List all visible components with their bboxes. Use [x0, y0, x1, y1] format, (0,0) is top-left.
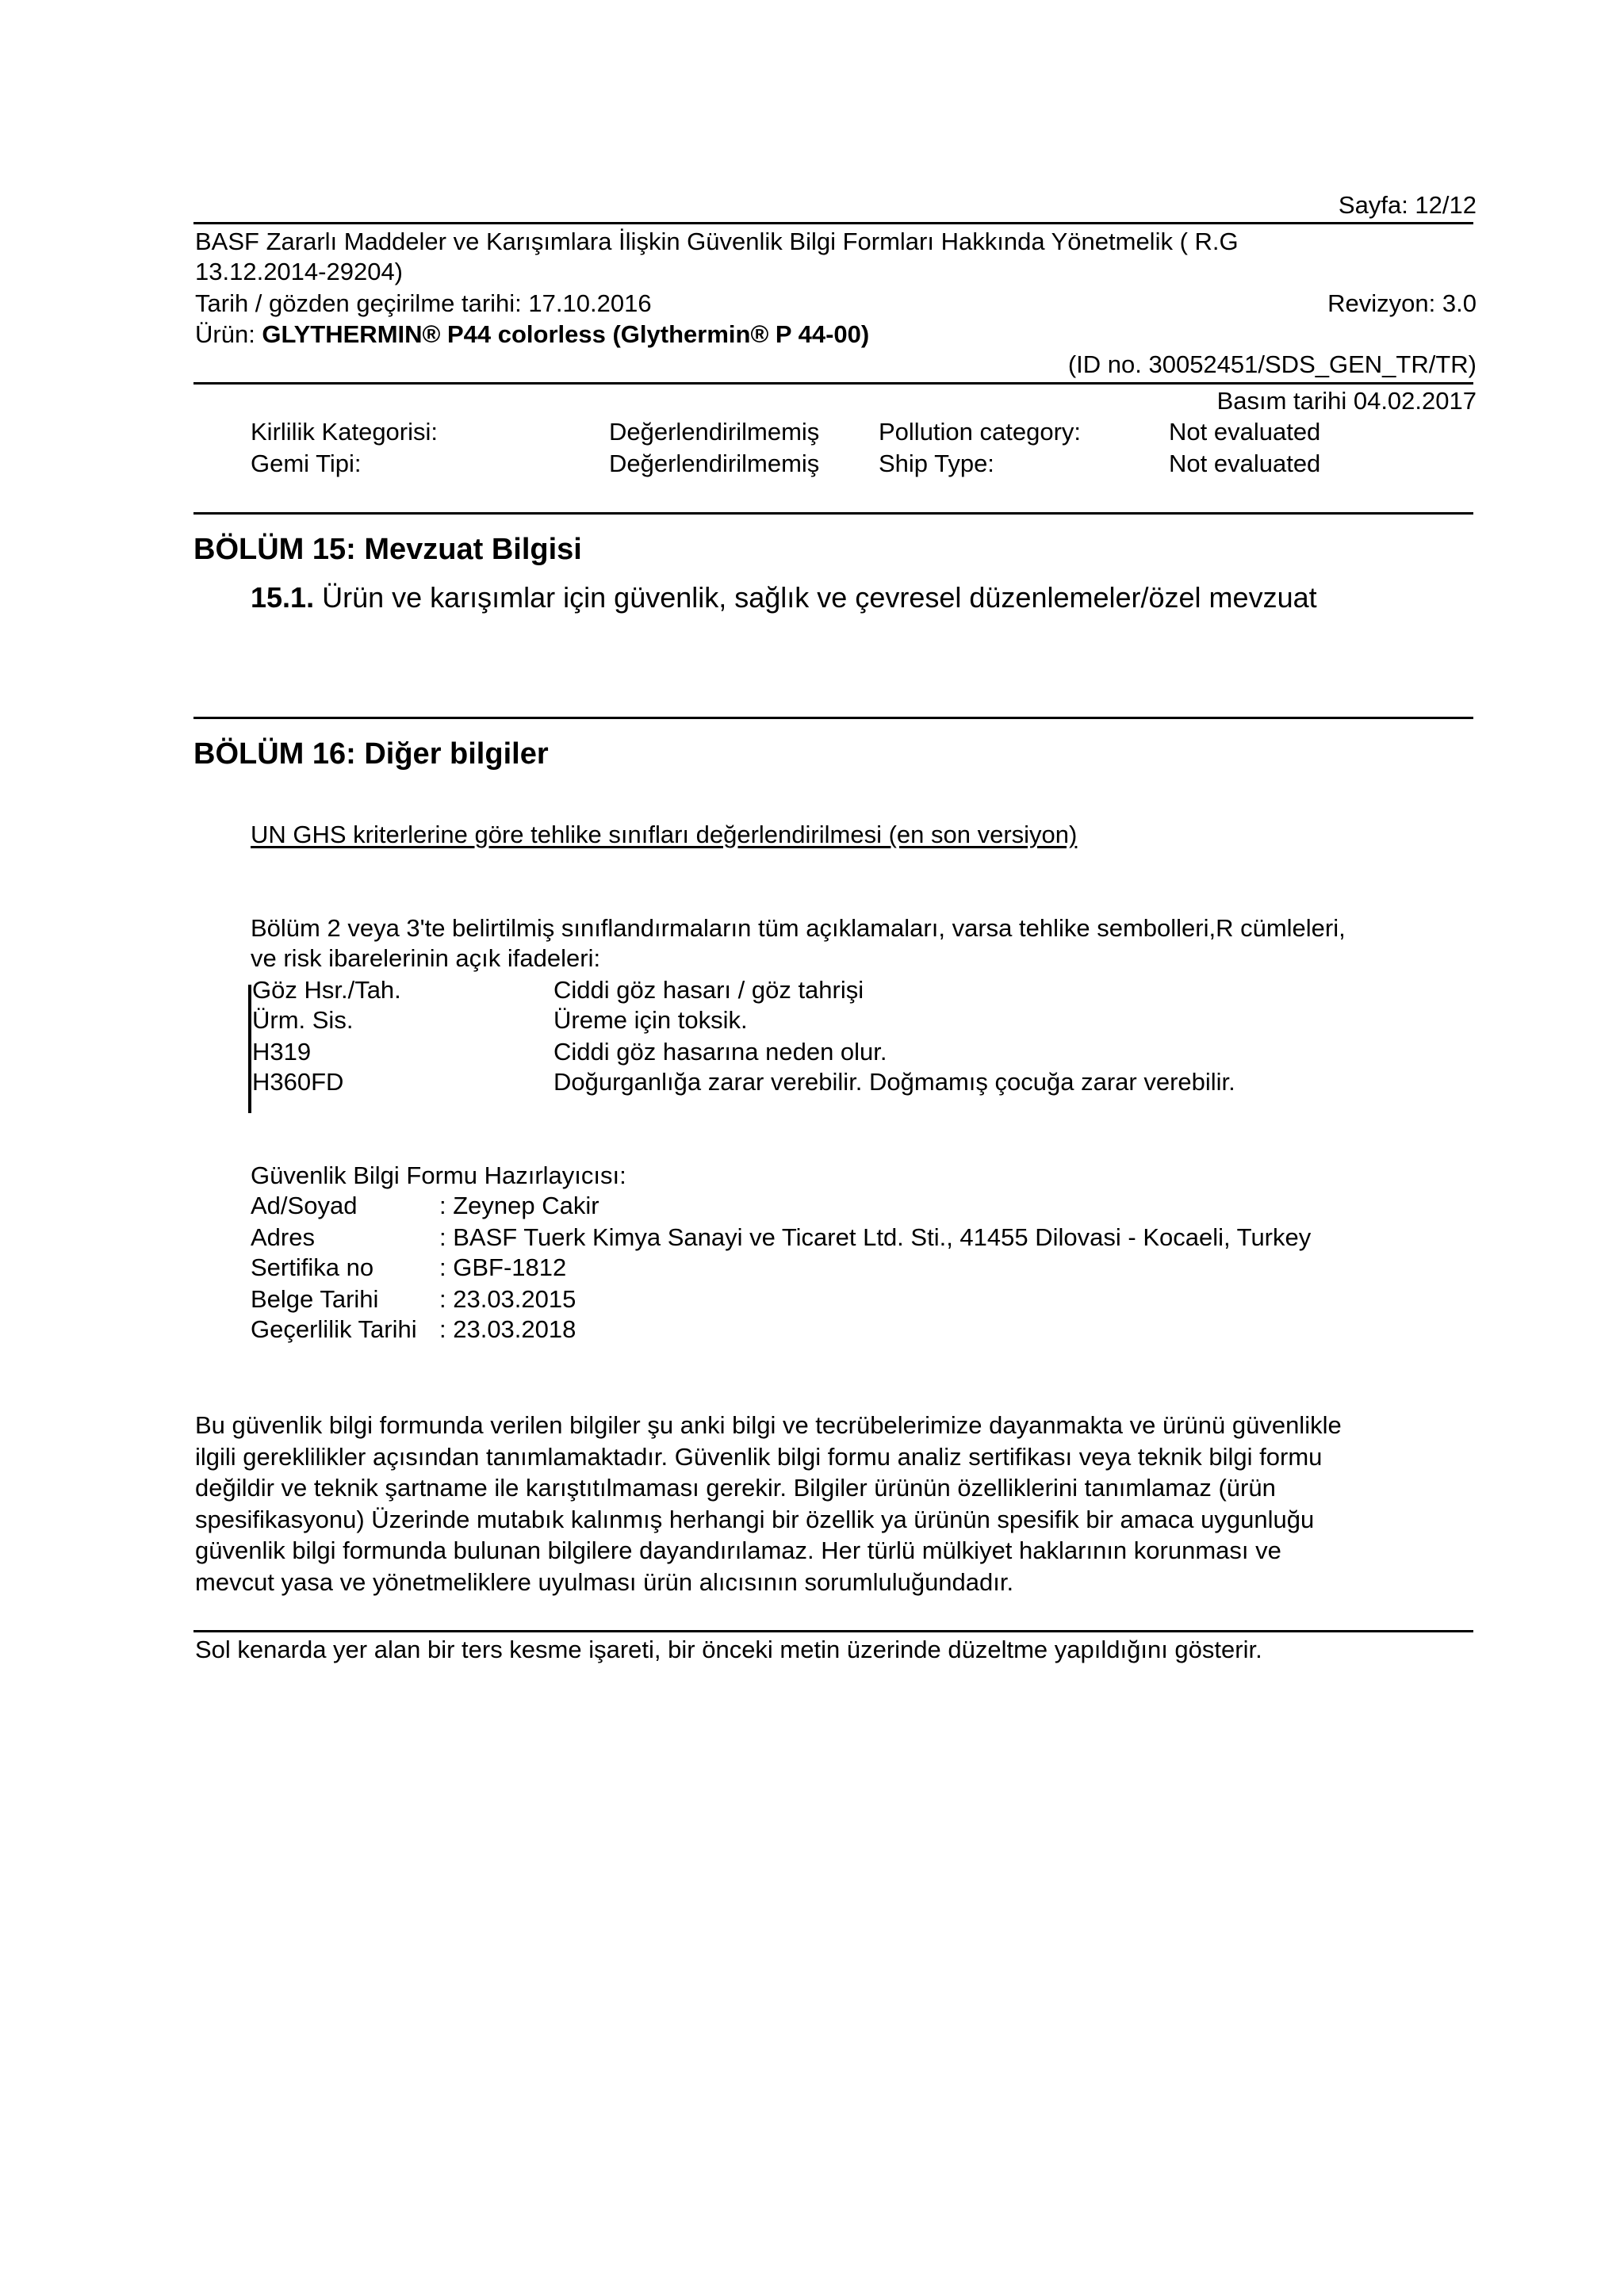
- print-date: Basım tarihi 04.02.2017: [1216, 387, 1477, 415]
- header-rule-bottom: [193, 382, 1473, 385]
- ship-type-label-en: Ship Type:: [879, 450, 994, 477]
- preparer-value: : 23.03.2018: [439, 1315, 576, 1343]
- preparer-label: Ad/Soyad: [251, 1192, 358, 1219]
- hazard-intro-line-1: Bölüm 2 veya 3'te belirtilmiş sınıflandırmaların tüm açıklamaları, varsa tehlike sembolleri,R cümleleri,: [251, 914, 1346, 942]
- footnote-rule: [193, 1630, 1473, 1632]
- product-name: GLYTHERMIN® P44 colorless (Glythermin® P 44-00): [262, 320, 870, 348]
- pollution-category-label-en: Pollution category:: [879, 418, 1082, 446]
- section-15-rule: [193, 512, 1473, 515]
- hazard-code: H319: [252, 1038, 312, 1066]
- pollution-category-value-en: Not evaluated: [1169, 418, 1321, 446]
- disclaimer-line: mevcut yasa ve yönetmeliklere uyulması ürün alıcısının sorumluluğundadır.: [195, 1567, 1014, 1596]
- preparer-label: Geçerlilik Tarihi: [251, 1315, 417, 1343]
- pollution-category-value: Değerlendirilmemiş: [609, 418, 820, 446]
- hazard-code: Ürm. Sis.: [252, 1006, 354, 1034]
- section-16-title: BÖLÜM 16: Diğer bilgiler: [193, 737, 549, 771]
- ghs-evaluation-link[interactable]: UN GHS kriterlerine göre tehlike sınıfları değerlendirilmesi (en son versiyon): [251, 821, 1078, 848]
- document-id: (ID no. 30052451/SDS_GEN_TR/TR): [1067, 350, 1477, 378]
- ship-type-label: Gemi Tipi:: [251, 450, 362, 477]
- revision-change-bar: [248, 985, 251, 1113]
- regulation-line-1: BASF Zararlı Maddeler ve Karışımlara İlişkin Güvenlik Bilgi Formları Hakkında Yönetmelik ( R.G: [195, 228, 1239, 255]
- hazard-code: Göz Hsr./Tah.: [252, 976, 401, 1004]
- product-line: [195, 320, 869, 350]
- disclaimer-line: ilgili gereklilikler açısından tanımlamaktadır. Güvenlik bilgi formu analiz sertifikası veya teknik bilgi formu: [195, 1442, 1323, 1471]
- preparer-label: Belge Tarihi: [251, 1285, 379, 1313]
- disclaimer-line: spesifikasyonu) Üzerinde mutabık kalınmış herhangi bir özellik ya ürünün spesifik bir amaca uygunluğu: [195, 1505, 1315, 1533]
- disclaimer-line: Bu güvenlik bilgi formunda verilen bilgiler şu anki bilgi ve tecrübelerimize dayanmakta ve ürünü güvenlikle: [195, 1411, 1342, 1439]
- revision-date: Tarih / gözden geçirilme tarihi: 17.10.2016: [195, 289, 652, 317]
- header-rule-top: [193, 222, 1473, 224]
- ship-type-value: Değerlendirilmemiş: [609, 450, 820, 477]
- hazard-text: Doğurganlığa zarar verebilir. Doğmamış çocuğa zarar verebilir.: [553, 1068, 1235, 1096]
- regulation-line-2: 13.12.2014-29204): [195, 258, 404, 285]
- section-15-1-heading: [251, 580, 1317, 615]
- preparer-heading: Güvenlik Bilgi Formu Hazırlayıcısı:: [251, 1161, 626, 1189]
- section-15-1-title: Ürün ve karışımlar için güvenlik, sağlık ve çevresel düzenlemeler/özel mevzuat: [322, 581, 1317, 614]
- change-bar-footnote: Sol kenarda yer alan bir ters kesme işareti, bir önceki metin üzerinde düzeltme yapıldığını gösterir.: [195, 1636, 1262, 1663]
- disclaimer-paragraph: [195, 1410, 1473, 1598]
- pollution-category-label: Kirlilik Kategorisi:: [251, 418, 439, 446]
- disclaimer-line: güvenlik bilgi formunda bulunan bilgilere dayandırılamaz. Her türlü mülkiyet haklarının korunması ve: [195, 1536, 1281, 1564]
- hazard-text: Üreme için toksik.: [553, 1006, 748, 1034]
- preparer-value: : Zeynep Cakir: [439, 1192, 599, 1219]
- preparer-value: : 23.03.2015: [439, 1285, 576, 1313]
- hazard-code: H360FD: [252, 1068, 344, 1096]
- section-15-1-number: 15.1.: [251, 581, 315, 614]
- product-label: Ürün:: [195, 320, 262, 348]
- disclaimer-line: değildir ve teknik şartname ile karıştıtılmaması gerekir. Bilgiler ürünün özelliklerini tanımlamaz (ürün: [195, 1474, 1276, 1502]
- preparer-label: Adres: [251, 1223, 315, 1251]
- hazard-intro-line-2: ve risk ibarelerinin açık ifadeleri:: [251, 944, 601, 972]
- preparer-value: : BASF Tuerk Kimya Sanayi ve Ticaret Ltd. Sti., 41455 Dilovasi - Kocaeli, Turkey: [439, 1223, 1312, 1251]
- section-16-rule: [193, 717, 1473, 719]
- hazard-text: Ciddi göz hasarına neden olur.: [553, 1038, 887, 1066]
- preparer-value: : GBF-1812: [439, 1253, 567, 1281]
- page-number: Sayfa: 12/12: [1338, 191, 1477, 219]
- ship-type-value-en: Not evaluated: [1169, 450, 1321, 477]
- section-15-title: BÖLÜM 15: Mevzuat Bilgisi: [193, 533, 582, 566]
- revision-number: Revizyon: 3.0: [1327, 289, 1477, 317]
- hazard-text: Ciddi göz hasarı / göz tahrişi: [553, 976, 864, 1004]
- preparer-label: Sertifika no: [251, 1253, 374, 1281]
